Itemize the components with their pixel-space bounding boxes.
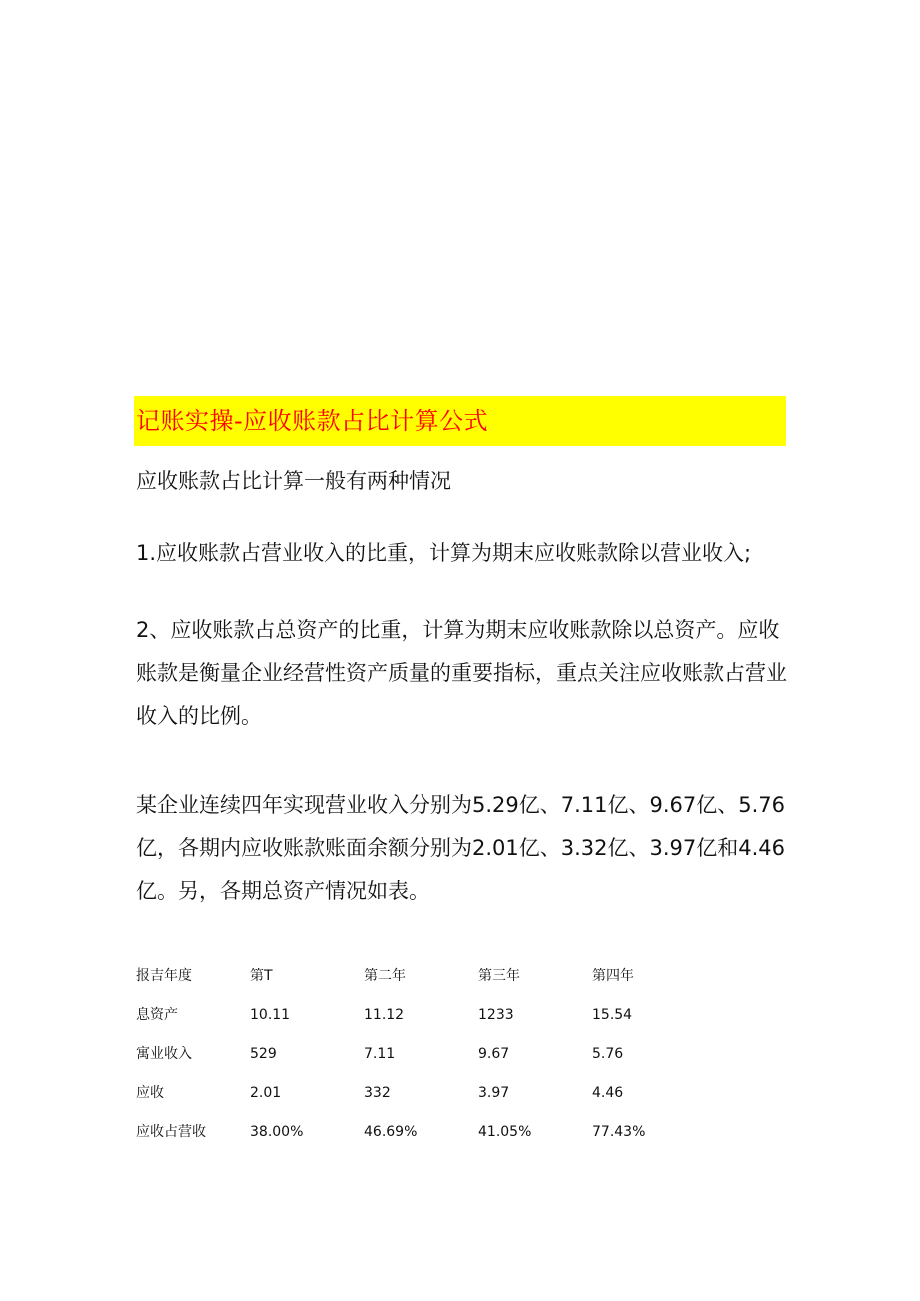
table-cell: 9.67 xyxy=(478,1046,510,1062)
table-cell: 4.46 xyxy=(592,1085,624,1101)
table-cell: 46.69% xyxy=(364,1124,418,1140)
table-cell: 38.00% xyxy=(250,1124,304,1140)
table-cell: 41.05% xyxy=(478,1124,532,1140)
intro-paragraph: 应收账款占比计算一般有两种情况 xyxy=(136,469,451,493)
table-row xyxy=(136,996,736,1035)
table-row xyxy=(136,1035,736,1074)
example-paragraph: 某企业连续四年实现营业收入分别为5.29亿、7.11亿、9.67亿、5.76亿，各期内应收账款账面余额分别为2.01亿、3.32亿、3.97亿和4.46亿。另，各期总资产情况如表。 xyxy=(136,793,786,903)
point-1-paragraph: 1.应收账款占营业收入的比重，计算为期末应收账款除以营业收入; xyxy=(136,541,752,565)
table-cell: 5.76 xyxy=(592,1046,624,1062)
table-cell: 10.11 xyxy=(250,1007,291,1023)
table-cell: 应收占营收 xyxy=(136,1124,206,1140)
table-header-cell: 第四年 xyxy=(592,968,634,984)
table-header-cell: 第二年 xyxy=(364,968,406,984)
table-cell: 529 xyxy=(250,1046,277,1062)
table-header-cell: 报吉年度 xyxy=(136,968,192,984)
table-cell: 3.97 xyxy=(478,1085,510,1101)
table-cell: 2.01 xyxy=(250,1085,282,1101)
point-2-paragraph: 2、应收账款占总资产的比重，计算为期末应收账款除以总资产。应收账款是衡量企业经营性资产质量的重要指标，重点关注应收账款占营业收入的比例。 xyxy=(136,618,787,728)
table-header-cell: 第三年 xyxy=(478,968,520,984)
table-cell: 77.43% xyxy=(592,1124,646,1140)
document-title: 记账实操-应收账款占比计算公式 xyxy=(136,407,489,435)
total-assets-table xyxy=(136,957,736,1152)
table-cell: 11.12 xyxy=(364,1007,405,1023)
table-cell: 332 xyxy=(364,1085,391,1101)
table-row xyxy=(136,1074,736,1113)
table-cell: 寓业收入 xyxy=(136,1046,192,1062)
table-cell: 应收 xyxy=(136,1085,164,1101)
table-row xyxy=(136,1113,736,1152)
table-cell: 息资产 xyxy=(136,1007,178,1023)
table-header-row xyxy=(136,957,736,996)
table-header-cell: 第T xyxy=(250,968,273,984)
table-cell: 7.11 xyxy=(364,1046,396,1062)
title-highlight xyxy=(134,396,786,446)
table-cell: 1233 xyxy=(478,1007,514,1023)
table-cell: 15.54 xyxy=(592,1007,633,1023)
